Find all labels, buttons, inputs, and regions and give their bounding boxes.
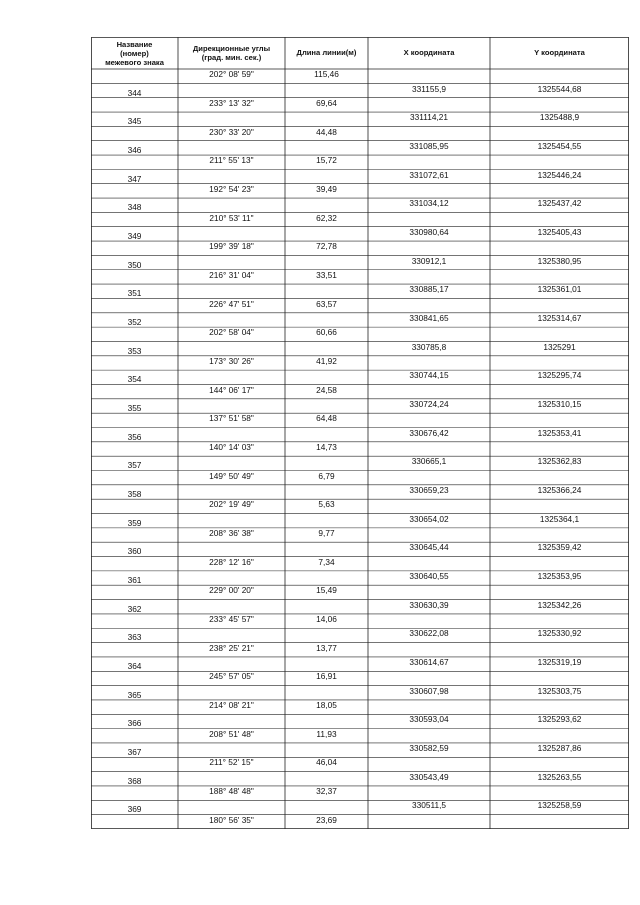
x-coordinate-cell: 330980,64 xyxy=(409,226,449,237)
y-coordinate-cell: 1325359,42 xyxy=(537,542,582,553)
y-coordinate-cell: 1325319,19 xyxy=(537,657,582,668)
y-coordinate-cell: 1325366,24 xyxy=(537,485,582,496)
boundary-mark-name-cell: 353 xyxy=(127,345,142,356)
y-coordinate-cell: 1325405,43 xyxy=(537,226,582,237)
line-length-cell: 32,37 xyxy=(316,786,337,797)
direction-angle-cell: 140° 14' 03" xyxy=(209,442,254,452)
boundary-mark-name-cell: 368 xyxy=(127,775,142,786)
direction-angle-cell: 233° 45' 57" xyxy=(209,614,254,625)
boundary-mark-name-cell: 350 xyxy=(127,259,142,270)
y-coordinate-cell: 1325353,95 xyxy=(537,571,582,582)
line-length-cell: 64,48 xyxy=(316,413,337,424)
boundary-mark-name-cell: 348 xyxy=(127,202,142,213)
x-coordinate-cell: 330640,55 xyxy=(409,571,449,582)
boundary-mark-name-cell: 354 xyxy=(127,374,142,385)
line-length-cell: 14,73 xyxy=(316,442,337,452)
direction-angle-cell: 238° 25' 21" xyxy=(209,642,254,653)
boundary-mark-name-cell: 364 xyxy=(127,661,142,672)
x-coordinate-cell: 330630,39 xyxy=(409,599,449,610)
header-angle-line: (град. мин. сек.) xyxy=(201,53,262,62)
line-length-cell: 63,57 xyxy=(316,298,337,309)
y-coordinate-cell: 1325287,86 xyxy=(537,743,582,754)
x-coordinate-cell: 331072,61 xyxy=(409,169,449,180)
x-coordinate-cell: 330659,23 xyxy=(409,485,449,496)
header-y xyxy=(490,48,629,57)
x-coordinate-cell: 330744,15 xyxy=(409,370,449,381)
line-length-cell: 16,91 xyxy=(316,671,337,682)
x-coordinate-cell: 330582,59 xyxy=(409,743,449,754)
boundary-mark-name-cell: 345 xyxy=(127,116,142,127)
y-coordinate-cell: 1325258,59 xyxy=(537,800,582,811)
line-length-cell: 14,06 xyxy=(316,614,337,625)
y-coordinate-cell: 1325454,55 xyxy=(537,140,582,151)
survey-coordinates-table xyxy=(91,37,629,829)
y-coordinate-cell: 1325295,74 xyxy=(537,370,582,381)
x-coordinate-cell: 330841,65 xyxy=(409,312,449,323)
x-coordinate-cell: 330543,49 xyxy=(409,771,449,782)
line-length-cell: 23,69 xyxy=(316,814,337,825)
direction-angle-cell: 210° 53' 11" xyxy=(209,212,254,223)
line-length-cell: 39,49 xyxy=(316,183,337,194)
y-coordinate-cell: 1325342,26 xyxy=(537,599,582,610)
header-x-text: X координата xyxy=(403,48,455,57)
y-coordinate-cell: 1325488,9 xyxy=(539,112,580,123)
line-length-cell: 6,79 xyxy=(318,470,335,481)
y-coordinate-cell: 1325310,15 xyxy=(537,398,582,409)
line-length-cell: 13,77 xyxy=(316,642,337,653)
y-coordinate-cell: 1325362,83 xyxy=(537,456,582,467)
line-length-cell: 7,34 xyxy=(318,556,335,567)
boundary-mark-name-cell: 363 xyxy=(127,632,142,643)
x-coordinate-cell: 330607,98 xyxy=(409,685,449,696)
line-length-cell: 24,58 xyxy=(316,384,337,395)
header-angle xyxy=(178,44,285,62)
header-name-line: Название xyxy=(116,40,153,49)
line-length-cell: 33,51 xyxy=(316,269,337,280)
header-angle-line: Дирекционные углы xyxy=(192,44,271,53)
boundary-mark-name-cell: 351 xyxy=(127,288,142,299)
boundary-mark-name-cell: 344 xyxy=(127,87,142,98)
y-coordinate-cell: 1325303,75 xyxy=(537,685,582,696)
direction-angle-cell: 214° 08' 21" xyxy=(209,700,254,711)
direction-angle-cell: 137° 51' 58" xyxy=(209,413,254,424)
y-coordinate-cell: 1325446,24 xyxy=(537,169,582,180)
x-coordinate-cell: 330614,67 xyxy=(409,657,449,668)
x-coordinate-cell: 330645,44 xyxy=(409,542,449,553)
line-length-cell: 11,93 xyxy=(316,728,337,739)
direction-angle-cell: 245° 57' 05" xyxy=(209,671,254,682)
direction-angle-cell: 230° 33' 20" xyxy=(209,126,254,137)
direction-angle-cell: 202° 08' 59" xyxy=(209,69,254,80)
direction-angle-cell: 211° 52' 15" xyxy=(209,757,254,768)
x-coordinate-cell: 330676,42 xyxy=(409,427,449,438)
line-length-cell: 9,77 xyxy=(318,528,335,539)
y-coordinate-cell: 1325544,68 xyxy=(537,83,582,94)
direction-angle-cell: 208° 36' 38" xyxy=(209,528,254,539)
y-coordinate-cell: 1325330,92 xyxy=(537,628,582,639)
x-coordinate-cell: 331155,9 xyxy=(412,83,446,94)
y-coordinate-cell: 1325364,1 xyxy=(539,513,580,524)
line-length-cell: 41,92 xyxy=(316,355,337,366)
direction-angle-cell: 192° 54' 23" xyxy=(209,183,254,194)
boundary-mark-name-cell: 349 xyxy=(127,230,142,241)
line-length-cell: 44,48 xyxy=(316,126,337,137)
line-length-cell: 115,46 xyxy=(314,69,339,80)
boundary-mark-name-cell: 361 xyxy=(127,575,142,586)
line-length-cell: 72,78 xyxy=(316,241,337,252)
boundary-mark-name-cell: 359 xyxy=(127,517,142,528)
x-coordinate-cell: 330665,1 xyxy=(411,456,447,467)
boundary-mark-name-cell: 360 xyxy=(127,546,142,557)
y-coordinate-cell: 1325437,42 xyxy=(537,198,582,209)
line-length-cell: 46,04 xyxy=(316,757,337,768)
header-length-text: Длина линии(м) xyxy=(296,48,357,57)
boundary-mark-name-cell: 355 xyxy=(127,402,142,413)
y-coordinate-cell: 1325293,62 xyxy=(537,714,582,725)
y-coordinate-cell: 1325314,67 xyxy=(537,312,582,323)
line-length-cell: 69,64 xyxy=(316,97,337,108)
line-length-cell: 62,32 xyxy=(316,212,337,223)
header-name-line: межевого знака xyxy=(105,58,164,67)
x-coordinate-cell: 331034,12 xyxy=(409,198,449,209)
direction-angle-cell: 216° 31' 04" xyxy=(209,269,254,280)
x-coordinate-cell: 330724,24 xyxy=(409,398,449,409)
boundary-mark-name-cell: 358 xyxy=(127,489,142,500)
boundary-mark-name-cell: 347 xyxy=(127,173,142,184)
direction-angle-cell: 208° 51' 48" xyxy=(209,728,254,739)
boundary-mark-name-cell: 369 xyxy=(127,804,142,815)
boundary-mark-name-cell: 357 xyxy=(127,460,142,471)
x-coordinate-cell: 330654,02 xyxy=(409,513,449,524)
boundary-mark-name-cell: 352 xyxy=(127,316,142,327)
direction-angle-cell: 226° 47' 51" xyxy=(209,298,254,309)
y-coordinate-cell: 1325353,41 xyxy=(537,427,582,438)
direction-angle-cell: 229° 00' 20" xyxy=(209,585,254,596)
direction-angle-cell: 228° 12' 16" xyxy=(209,556,254,567)
boundary-mark-name-cell: 356 xyxy=(127,431,142,442)
line-length-cell: 15,49 xyxy=(316,585,337,596)
header-x xyxy=(368,48,490,57)
direction-angle-cell: 173° 30' 26" xyxy=(209,355,254,366)
boundary-mark-name-cell: 346 xyxy=(127,144,142,155)
direction-angle-cell: 202° 19' 49" xyxy=(209,499,254,510)
line-length-cell: 15,72 xyxy=(316,155,337,166)
x-coordinate-cell: 330785,8 xyxy=(411,341,447,352)
direction-angle-cell: 233° 13' 32" xyxy=(209,97,254,108)
line-length-cell: 18,05 xyxy=(316,700,337,711)
boundary-mark-name-cell: 365 xyxy=(127,689,142,700)
x-coordinate-cell: 331085,95 xyxy=(409,140,449,151)
header-y-text: Y координата xyxy=(534,48,585,57)
direction-angle-cell: 180° 56' 35" xyxy=(209,814,254,825)
line-length-cell: 5,63 xyxy=(318,499,335,510)
y-coordinate-cell: 1325361,01 xyxy=(537,284,582,295)
boundary-mark-name-cell: 362 xyxy=(127,603,142,614)
y-coordinate-cell: 1325291 xyxy=(543,341,576,352)
x-coordinate-cell: 330912,1 xyxy=(411,255,447,266)
x-coordinate-cell: 330511,5 xyxy=(412,800,446,811)
x-coordinate-cell: 330622,08 xyxy=(409,628,449,639)
boundary-mark-name-cell: 367 xyxy=(127,747,142,758)
direction-angle-cell: 211° 55' 13" xyxy=(209,155,254,166)
y-coordinate-cell: 1325380,95 xyxy=(537,255,582,266)
direction-angle-cell: 149° 50' 49" xyxy=(209,470,254,481)
x-coordinate-cell: 330593,04 xyxy=(409,714,449,725)
header-name-line: (номер) xyxy=(120,49,149,58)
y-coordinate-cell: 1325263,55 xyxy=(537,771,582,782)
direction-angle-cell: 144° 06' 17" xyxy=(209,384,254,395)
x-coordinate-cell: 331114,21 xyxy=(410,112,448,123)
header-length xyxy=(285,48,368,57)
x-coordinate-cell: 330885,17 xyxy=(409,284,449,295)
line-length-cell: 60,66 xyxy=(316,327,337,338)
direction-angle-cell: 188° 48' 48" xyxy=(209,786,254,797)
header-name xyxy=(91,40,178,67)
boundary-mark-name-cell: 366 xyxy=(127,718,142,729)
direction-angle-cell: 202° 58' 04" xyxy=(209,327,254,338)
direction-angle-cell: 199° 39' 18" xyxy=(209,241,254,252)
